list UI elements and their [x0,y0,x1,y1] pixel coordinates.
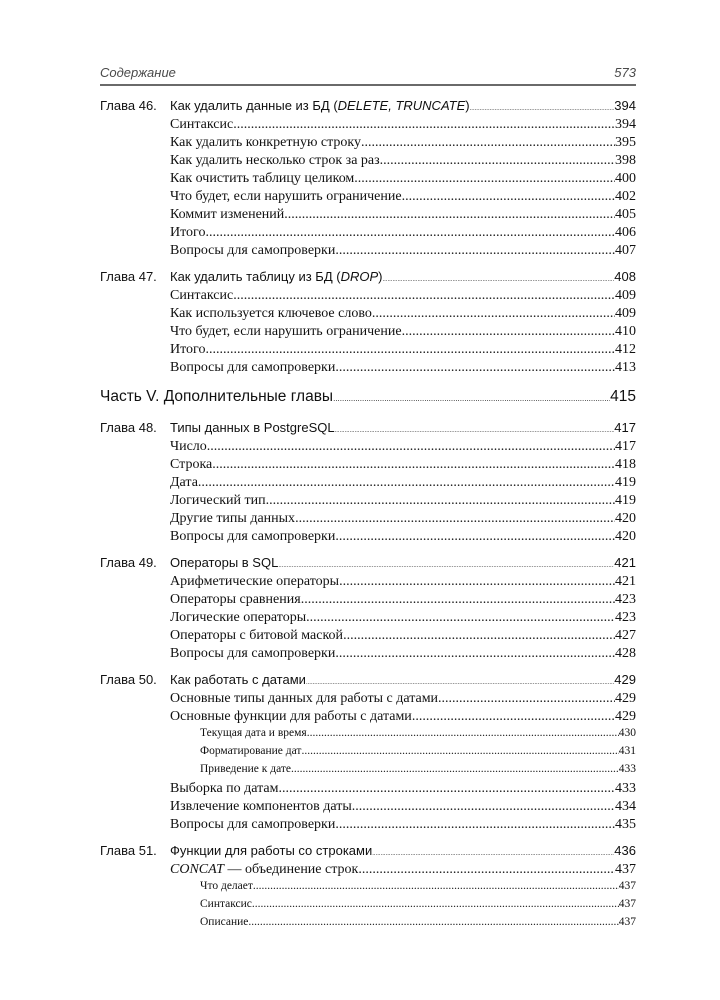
page-number: 406 [615,225,636,240]
leader-dots [301,592,615,608]
leader-dots [278,563,614,569]
leader-dots [372,306,615,322]
toc-subentry[interactable] [100,727,636,745]
leader-dots [207,439,615,455]
toc-entry[interactable] [100,207,636,225]
leader-dots [335,428,615,434]
page-number: 433 [618,763,636,775]
toc-entry[interactable] [100,646,636,664]
toc-entry[interactable] [100,574,636,592]
entry-label: Выборка по датам [170,781,279,796]
toc-entry[interactable] [100,288,636,306]
leader-dots [295,511,615,527]
toc-entry[interactable] [100,360,636,378]
leader-dots [306,610,615,626]
toc-chapter-49[interactable] [100,555,636,574]
page-number: 435 [615,817,636,832]
page-number: 419 [615,475,636,490]
leader-dots [339,574,615,590]
page-number: 417 [614,420,636,435]
header-rule [100,84,636,86]
entry-label: Вопросы для самопроверки [170,360,336,375]
toc-entry[interactable] [100,817,636,835]
entry-label: Операторы сравнения [170,592,301,607]
entry-label: Вопросы для самопроверки [170,817,336,832]
chapter-number: Глава 50. [100,672,157,687]
entry-label: Приведение к дате [200,763,292,775]
chapter-title-code: DROP [340,269,379,284]
entry-label: Строка [170,457,213,472]
toc-entry[interactable] [100,799,636,817]
toc-entry[interactable] [100,493,636,511]
page-number: 434 [615,799,636,814]
entry-label: Синтаксис [170,288,234,303]
page-number: 427 [615,628,636,643]
toc-entry[interactable] [100,475,636,493]
page-number: 433 [615,781,636,796]
entry-label: Вопросы для самопроверки [170,243,336,258]
toc-entry[interactable] [100,135,636,153]
leader-dots [438,691,615,707]
toc-entry[interactable] [100,709,636,727]
leader-dots [352,799,615,815]
entry-label: Описание [200,916,249,928]
entry-label: Коммит изменений [170,207,285,222]
toc-entry[interactable] [100,117,636,135]
toc-part-5[interactable] [100,388,636,414]
toc-subentry[interactable] [100,880,636,898]
page-number: 402 [615,189,636,204]
page-number: 420 [615,511,636,526]
entry-label: Как очистить таблицу целиком [170,171,355,186]
entry-label: Форматирование дат [200,745,302,757]
part-title: Часть V. Дополнительные главы [100,388,334,405]
toc-entry[interactable] [100,610,636,628]
page-number: 431 [618,745,636,757]
toc-entry[interactable] [100,342,636,360]
leader-dots [301,745,618,757]
chapter-number: Глава 51. [100,843,157,858]
entry-label: Основные функции для работы с датами [170,709,412,724]
leader-dots [266,493,615,509]
leader-dots [205,342,615,358]
toc-entry-concat[interactable] [100,862,636,880]
leader-dots [358,862,615,878]
leader-dots [383,277,615,283]
header-title: Содержание [100,65,176,80]
leader-dots [361,135,615,151]
page-number: 412 [615,342,636,357]
leader-dots [335,360,615,376]
toc-entry[interactable] [100,306,636,324]
leader-dots [248,916,618,928]
toc-chapter-46[interactable] [100,98,636,117]
toc-entry[interactable] [100,153,636,171]
leader-dots [380,153,615,169]
page-number: 410 [615,324,636,339]
leader-dots [335,817,615,833]
toc-entry[interactable] [100,691,636,709]
leader-dots [307,727,619,739]
toc-chapter-47[interactable] [100,269,636,288]
toc-entry[interactable] [100,592,636,610]
leader-dots [233,117,615,133]
chapter-title: Как удалить данные из БД ( [170,98,338,113]
page-number: 407 [615,243,636,258]
toc-entry[interactable] [100,324,636,342]
toc-subentry[interactable] [100,763,636,781]
page-number: 420 [615,529,636,544]
running-header [100,65,636,85]
entry-label: — объединение строк [223,862,359,877]
page-number: 418 [615,457,636,472]
toc-subentry[interactable] [100,898,636,916]
leader-dots [333,394,610,403]
toc-chapter-50[interactable] [100,672,636,691]
chapter-number: Глава 46. [100,98,157,113]
page-number: 419 [615,493,636,508]
entry-label: Основные типы данных для работы с датами [170,691,439,706]
leader-dots [279,781,616,797]
page-number: 429 [615,709,636,724]
toc-chapter-51[interactable] [100,843,636,862]
page-number: 437 [618,898,636,910]
leader-dots [343,628,615,644]
entry-label: Текущая дата и время [200,727,307,739]
chapter-title: Операторы в SQL [170,555,279,570]
entry-label: Как удалить конкретную строку [170,135,362,150]
page-number: 415 [610,388,636,405]
entry-label: Арифметические операторы [170,574,340,589]
toc-chapter-48[interactable] [100,420,636,439]
page-number: 437 [618,916,636,928]
chapter-title: Типы данных в PostgreSQL [170,420,335,435]
page-number: 428 [615,646,636,661]
toc-entry[interactable] [100,439,636,457]
entry-label: Итого [170,225,206,240]
entry-label: Извлечение компонентов даты [170,799,352,814]
page-number: 423 [615,592,636,607]
chapter-title-end: ) [378,269,383,284]
page-number: 429 [615,691,636,706]
leader-dots [212,457,615,473]
page-number: 421 [614,555,636,570]
page-number: 400 [615,171,636,186]
leader-dots [205,225,615,241]
chapter-title-end: ) [465,98,470,113]
page-number: 398 [615,153,636,168]
page-number: 409 [615,288,636,303]
page-number: 394 [614,98,636,113]
leader-dots [412,709,615,725]
chapter-title: Функции для работы со строками [170,843,373,858]
leader-dots [284,207,615,223]
entry-label: Логический тип [170,493,266,508]
page-number: 429 [614,672,636,687]
chapter-title: Как работать с датами [170,672,306,687]
leader-dots [306,680,614,686]
leader-dots [252,898,619,910]
toc-entry[interactable] [100,189,636,207]
toc-entry[interactable] [100,225,636,243]
toc-subentry[interactable] [100,745,636,763]
entry-label: Синтаксис [200,898,252,910]
toc-entry[interactable] [100,781,636,799]
toc-entry[interactable] [100,628,636,646]
leader-dots [335,646,615,662]
entry-label: Синтаксис [170,117,234,132]
entry-label: Вопросы для самопроверки [170,646,336,661]
page-number: 436 [614,843,636,858]
entry-label: Что будет, если нарушить ограничение [170,324,402,339]
leader-dots [335,243,615,259]
chapter-number: Глава 49. [100,555,157,570]
leader-dots [253,880,619,892]
entry-label: Как удалить несколько строк за раз [170,153,380,168]
page-number: 421 [615,574,636,589]
page-number: 409 [615,306,636,321]
chapter-title: Как удалить таблицу из БД ( [170,269,341,284]
entry-label: Что будет, если нарушить ограничение [170,189,402,204]
page-number: 395 [615,135,636,150]
leader-dots [402,324,615,340]
toc-entry[interactable] [100,529,636,547]
page-number: 430 [618,727,636,739]
leader-dots [198,475,615,491]
page-number: 437 [618,880,636,892]
entry-label: Дата [170,475,198,490]
entry-label: Логические операторы [170,610,307,625]
page-number: 413 [615,360,636,375]
page-number: 408 [614,269,636,284]
leader-dots [354,171,615,187]
page-number: 437 [615,862,636,877]
leader-dots [372,851,614,857]
page-number: 417 [615,439,636,454]
toc-entry[interactable] [100,171,636,189]
leader-dots [291,763,619,775]
page-number: 423 [615,610,636,625]
leader-dots [470,106,615,112]
toc-entry[interactable] [100,511,636,529]
table-of-contents [100,98,636,934]
toc-entry[interactable] [100,243,636,261]
toc-subentry[interactable] [100,916,636,934]
entry-label: Как используется ключевое слово [170,306,372,321]
page-number: 394 [615,117,636,132]
chapter-title-code: DELETE, TRUNCATE [337,98,466,113]
leader-dots [402,189,615,205]
page-number: 405 [615,207,636,222]
leader-dots [233,288,615,304]
entry-label: Другие типы данных [170,511,296,526]
function-name: CONCAT [170,862,224,877]
chapter-number: Глава 47. [100,269,157,284]
entry-label: Операторы с битовой маской [170,628,344,643]
leader-dots [335,529,615,545]
header-page-number: 573 [614,65,636,80]
toc-entry[interactable] [100,457,636,475]
chapter-number: Глава 48. [100,420,157,435]
entry-label: Вопросы для самопроверки [170,529,336,544]
entry-label: Число [170,439,207,454]
entry-label: Итого [170,342,206,357]
entry-label: Что делает [200,880,253,892]
